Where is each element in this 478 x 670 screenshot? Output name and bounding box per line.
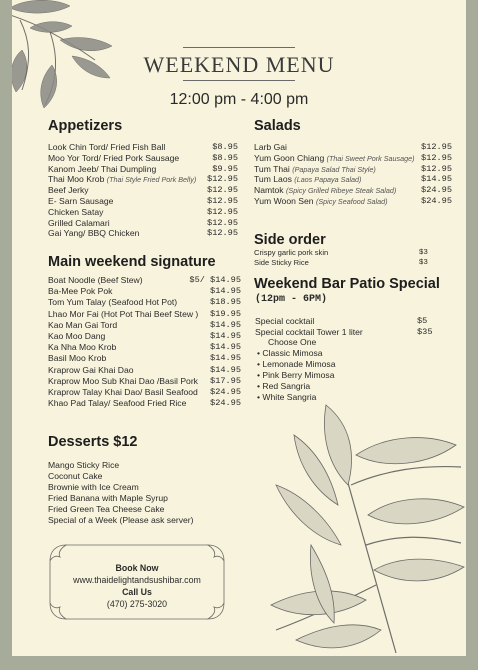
choose-one-label: Choose One: [268, 337, 317, 347]
item-price: $5: [417, 316, 428, 326]
item-name: Side Sticky Rice: [254, 258, 309, 267]
item-price: $14.95: [210, 364, 241, 375]
item-name-text: Kanom Jeeb/ Thai Dumpling: [48, 163, 157, 174]
item-name: [254, 142, 287, 152]
item-price: $12.95: [207, 185, 238, 196]
item-price: $8.95: [212, 142, 238, 152]
item-name-text: Gai Yang/ BBQ Chicken: [48, 228, 140, 239]
item-price: $12.95: [421, 142, 452, 152]
item-note: (Spicy Seafood Salad): [315, 197, 388, 206]
item-price: $19.95: [210, 308, 241, 319]
item-name-text: Boat Noodle (Beef Stew): [48, 275, 143, 285]
item-name: Special cocktail: [255, 316, 315, 326]
patio-heading: Weekend Bar Patio Special: [254, 276, 440, 292]
item-name: [48, 387, 198, 397]
item-name-text: Look Chin Tord/ Fried Fish Ball: [48, 142, 166, 152]
appetizers-heading: Appetizers: [48, 118, 123, 134]
title-rule-top: [183, 47, 295, 48]
title-rule-bottom: [183, 80, 295, 81]
item-name: [48, 207, 103, 217]
item-name: [254, 153, 415, 164]
item-price: $14.95: [210, 286, 241, 297]
dessert-item: Fried Green Tea Cheese Cake: [48, 504, 165, 514]
menu-hours: 12:00 pm - 4:00 pm: [169, 91, 309, 108]
item-price: $12.95: [207, 217, 238, 228]
item-name: [48, 398, 186, 408]
patio-option-text: Pink Berry Mimosa: [262, 370, 335, 380]
item-price: $8.95: [212, 152, 238, 163]
item-name: [48, 153, 179, 163]
item-name: [48, 365, 134, 375]
item-name: [254, 196, 387, 207]
item-name-text: Kraprow Moo Sub Khai Dao /Basil Pork: [48, 375, 198, 386]
leaf-decoration-bottom-icon: [256, 395, 466, 656]
item-price: $24.95: [210, 398, 241, 409]
item-name-text: Kao Moo Dang: [48, 331, 106, 341]
item-name: [48, 353, 106, 363]
menu-card: [12, 0, 466, 656]
item-note: (Laos Papaya Salad): [294, 175, 362, 185]
item-name-text: Tum Laos: [254, 174, 292, 185]
item-name-text: Beef Jerky: [48, 185, 89, 196]
patio-option-text: Lemonade Mimosa: [262, 359, 336, 369]
website-link[interactable]: www.thaidelightandsushibar.com: [73, 575, 201, 585]
desserts-heading: Desserts $12: [48, 434, 138, 450]
item-name: [48, 331, 105, 341]
item-price: $12.95: [207, 174, 238, 185]
item-name: [48, 218, 110, 228]
item-name-text: Larb Gai: [254, 142, 287, 152]
item-name: [48, 142, 165, 152]
item-price: $12.95: [207, 228, 238, 239]
patio-hours: (12pm - 6PM): [255, 294, 328, 305]
item-name: [48, 309, 198, 319]
dessert-item: Coconut Cake: [48, 471, 103, 481]
item-name-text: Khao Pad Talay/ Seafood Fried Rice: [48, 398, 187, 409]
item-price: $14.95: [210, 342, 241, 353]
item-name-text: Thai Moo Krob: [48, 174, 105, 185]
item-name-text: Namtok: [254, 185, 284, 196]
salads-heading: Salads: [254, 118, 301, 134]
item-price: $18.95: [210, 297, 241, 308]
item-note: (Thai Style Fried Pork Belly): [106, 175, 197, 185]
item-name-text: Kraprow Talay Khai Dao/ Basil Seafood: [48, 387, 198, 397]
item-price: $3: [418, 259, 428, 267]
item-name-text: Ba-Mee Pok Pok: [48, 286, 113, 297]
item-name-text: Grilled Calamari: [48, 217, 110, 228]
item-name-text: Basil Moo Krob: [48, 353, 107, 364]
patio-option-text: White Sangria: [262, 392, 317, 402]
patio-option: • Red Sangria: [257, 381, 311, 391]
item-price: $9.95: [212, 163, 238, 174]
item-name-text: Tom Yum Talay (Seafood Hot Pot): [48, 297, 178, 308]
item-name-text: Ka Nha Moo Krob: [48, 342, 117, 353]
item-name: Special cocktail Tower 1 liter: [255, 327, 363, 337]
item-note: (Thai Sweet Pork Sausage): [326, 153, 415, 163]
patio-option: • Pink Berry Mimosa: [257, 370, 335, 380]
item-name: [48, 320, 117, 330]
main-heading: Main weekend signature: [48, 254, 216, 270]
item-price: $24.95: [421, 196, 452, 206]
item-name-text: Kao Man Gai Tord: [48, 319, 118, 330]
item-name: [48, 376, 198, 386]
item-name: [48, 297, 177, 307]
item-name: [48, 228, 139, 238]
patio-option: • Lemonade Mimosa: [257, 359, 336, 369]
dessert-item: Mango Sticky Rice: [48, 460, 120, 470]
patio-option-text: Red Sangria: [262, 381, 311, 391]
item-name-text: Moo Yor Tord/ Fried Pork Sausage: [48, 152, 180, 163]
phone-number[interactable]: (470) 275-3020: [106, 599, 168, 609]
item-price: $24.95: [210, 387, 241, 397]
item-price: $14.95: [210, 319, 241, 330]
item-name-text: Chicken Satay: [48, 206, 104, 217]
item-price: $12.95: [421, 163, 452, 174]
item-name: Crispy garlic pork skin: [254, 248, 329, 257]
item-name: [254, 164, 376, 175]
side-heading: Side order: [254, 232, 326, 248]
item-name: [48, 196, 113, 206]
item-price: $12.95: [421, 152, 452, 163]
item-name: [254, 185, 396, 196]
item-price: $12.95: [207, 196, 238, 206]
page-title: WEEKEND MENU: [143, 52, 335, 77]
item-name: [48, 342, 116, 352]
item-name: [48, 185, 89, 195]
item-note: (Papaya Salad Thai Style): [292, 164, 376, 174]
patio-option: • Classic Mimosa: [257, 348, 323, 358]
item-price: $35: [417, 327, 433, 337]
item-name: [48, 174, 196, 185]
item-price: $14.95: [210, 353, 241, 364]
patio-option-text: Classic Mimosa: [262, 348, 323, 358]
item-note: (Spicy Grilled Ribeye Steak Salad): [286, 186, 397, 196]
dessert-item: Fried Banana with Maple Syrup: [48, 493, 168, 503]
item-price: $17.95: [210, 375, 241, 386]
item-name-text: E- Sarn Sausage: [48, 196, 114, 206]
item-price: $5/ $14.95: [189, 275, 241, 285]
item-price: $14.95: [421, 174, 452, 185]
patio-option: • White Sangria: [257, 392, 317, 402]
item-price: $14.95: [210, 331, 241, 341]
item-name-text: Yum Woon Sen: [254, 196, 314, 206]
call-us-label: Call Us: [122, 587, 152, 597]
item-price: $24.95: [421, 185, 452, 196]
item-price: $12.95: [207, 206, 238, 217]
item-name-text: Kraprow Gai Khai Dao: [48, 364, 134, 375]
item-name-text: Lhao Mor Fai (Hot Pot Thai Beef Stew ): [48, 308, 199, 319]
item-price: $3: [418, 249, 428, 257]
item-name-text: Yum Goon Chiang: [254, 152, 325, 163]
item-name: [48, 275, 143, 285]
dessert-item: Special of a Week (Please ask server): [48, 515, 194, 525]
item-name: [254, 174, 361, 185]
item-name: [48, 286, 112, 296]
dessert-item: Brownie with Ice Cream: [48, 482, 139, 492]
item-name: [48, 164, 156, 174]
book-now-label: Book Now: [115, 563, 159, 573]
item-name-text: Tum Thai: [254, 163, 290, 174]
